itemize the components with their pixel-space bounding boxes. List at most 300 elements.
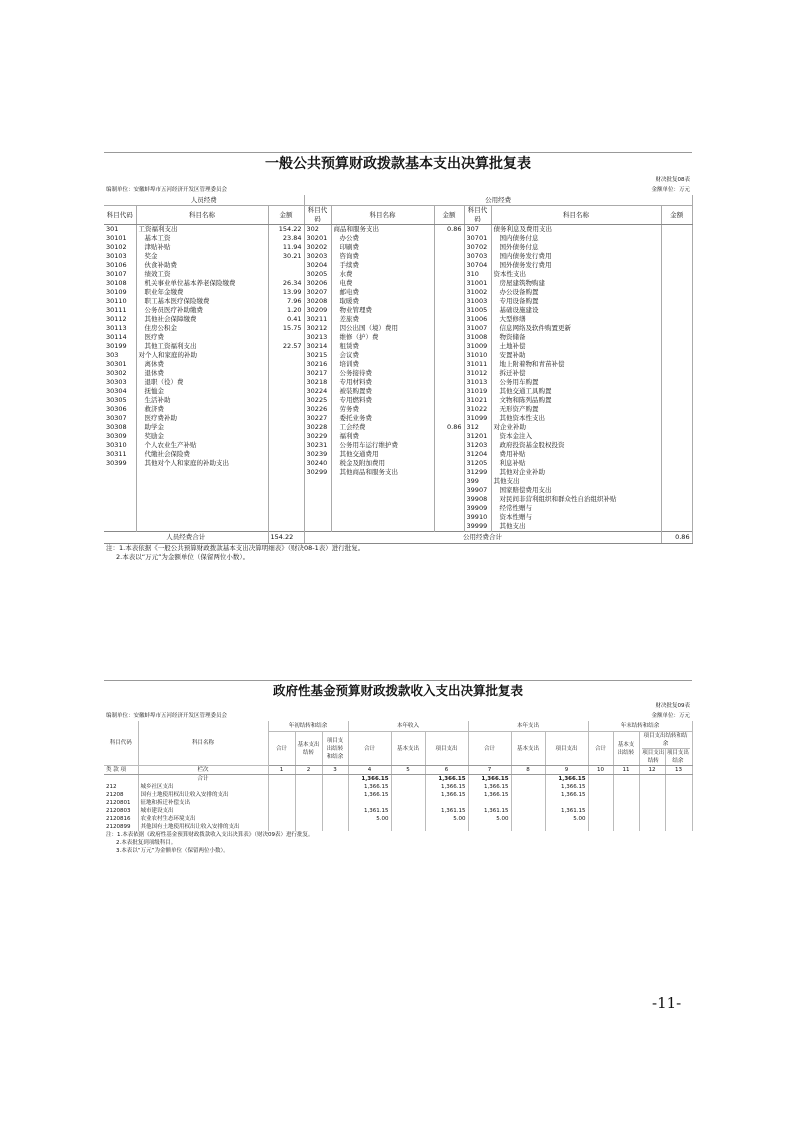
table1-cell-name: 公务用车购置 — [491, 378, 661, 387]
table1-cell-amount — [434, 288, 464, 297]
table1-cell-name: 资本性赠与 — [491, 513, 661, 522]
table2-row-value — [268, 799, 295, 807]
table1-cell-amount — [268, 360, 304, 369]
table1-cell-amount: 0.86 — [434, 423, 464, 432]
table1-header-row — [104, 206, 692, 225]
table1-cell-name — [136, 513, 268, 522]
table1-cell-name — [331, 477, 434, 486]
table1-cell-name: 其他交通费用 — [331, 450, 434, 459]
table1-cell-code: 31007 — [464, 324, 491, 333]
table2-row-value — [639, 783, 665, 791]
basic-expenditure-table — [104, 152, 692, 562]
public-total: 0.86 — [661, 532, 692, 544]
group-closing: 年末结转和结余 — [588, 721, 692, 732]
table1-cell-amount — [661, 333, 692, 342]
table1-cell-code: 31001 — [464, 279, 491, 288]
table1-cell-name: 经常性赠与 — [491, 504, 661, 513]
fund-budget-table — [104, 680, 692, 855]
table2-row-name: 城市建设支出 — [138, 807, 268, 815]
table2-total-value: 1,366.15 — [348, 775, 391, 784]
table2-row-value: 5.00 — [425, 815, 468, 823]
table1-cell-name: 抚恤金 — [136, 387, 268, 396]
table1-cell-amount — [434, 306, 464, 315]
table1-cell-code: 31012 — [464, 369, 491, 378]
table1-cell-code: 303 — [104, 351, 136, 360]
table1-cell-code: 30208 — [304, 297, 331, 306]
table2-row-value — [639, 815, 665, 823]
table1-cell-code: 31299 — [464, 468, 491, 477]
table1-cell-name: 被装购置费 — [331, 387, 434, 396]
table1-cell-amount — [434, 468, 464, 477]
table1-cell-code: 30111 — [104, 306, 136, 315]
table2-row-value — [665, 823, 692, 831]
table2-row-value — [665, 815, 692, 823]
table1-cell-code: 30239 — [304, 450, 331, 459]
table1-row — [104, 342, 692, 351]
table1-cell-amount — [434, 351, 464, 360]
table1-cell-amount — [268, 513, 304, 522]
group-opening: 年初结转和结余 — [268, 721, 348, 732]
table1-cell-code — [304, 486, 331, 495]
idx-cell: 1 — [268, 766, 295, 775]
table2-row-name: 城乡社区支出 — [138, 783, 268, 791]
table1-cell-code: 30311 — [104, 450, 136, 459]
table2-row-value — [511, 807, 545, 815]
sub-project-surplus: 项目支出结余 — [666, 750, 689, 764]
table1-cell-name: 无形资产购置 — [491, 405, 661, 414]
table2-row-value — [322, 799, 348, 807]
table1-row — [104, 288, 692, 297]
table1-cell-code: 307 — [464, 225, 491, 235]
table1-cell-code: 30218 — [304, 378, 331, 387]
table1-cell-amount: 7.96 — [268, 297, 304, 306]
table1-cell-code — [104, 495, 136, 504]
table1-cell-code: 30228 — [304, 423, 331, 432]
table1-row — [104, 261, 692, 270]
table2-row-value — [425, 823, 468, 831]
table2-row-value — [639, 823, 665, 831]
table1-cell-code: 30310 — [104, 441, 136, 450]
table1-cell-amount — [434, 405, 464, 414]
table2-row — [104, 791, 692, 799]
table1-cell-code: 30201 — [304, 234, 331, 243]
idx-cell: 8 — [511, 766, 545, 775]
table1-cell-amount: 15.75 — [268, 324, 304, 333]
table1-cell-amount: 26.34 — [268, 279, 304, 288]
table1-cell-code — [304, 513, 331, 522]
table1-row — [104, 387, 692, 396]
table1-cell-amount — [661, 234, 692, 243]
table1-cell-name — [136, 495, 268, 504]
table1-cell-code: 39907 — [464, 486, 491, 495]
table1-row — [104, 351, 692, 360]
table1-cell-name: 利息补贴 — [491, 459, 661, 468]
table1-cell-code: 31006 — [464, 315, 491, 324]
table1-cell-code: 31022 — [464, 405, 491, 414]
table1-row — [104, 405, 692, 414]
table1-cell-code: 30304 — [104, 387, 136, 396]
table1-cell-code — [304, 495, 331, 504]
table1-cell-name: 其他支出 — [491, 477, 661, 486]
table1-cell-name: 其他工资福利支出 — [136, 342, 268, 351]
table2-row-value — [588, 791, 613, 799]
table1-cell-name: 费用补贴 — [491, 450, 661, 459]
table1-cell-code: 30205 — [304, 270, 331, 279]
table1-cell-code — [304, 477, 331, 486]
table1-cell-code: 31099 — [464, 414, 491, 423]
table1-cell-amount — [268, 441, 304, 450]
table1-cell-name: 其他对企业补助 — [491, 468, 661, 477]
table1-cell-name: 办公费 — [331, 234, 434, 243]
table1-cell-name: 委托业务费 — [331, 414, 434, 423]
table1-cell-amount — [268, 468, 304, 477]
table2-row-code: 21208 — [104, 791, 138, 799]
table2-row-code: 2120899 — [104, 823, 138, 831]
table1-cell-name: 福利费 — [331, 432, 434, 441]
sub-project-carry: 项目支出结转和结余 — [322, 732, 348, 766]
table1-cell-name: 地上附着物和青苗补偿 — [491, 360, 661, 369]
table1-cell-name: 救济费 — [136, 405, 268, 414]
table1-cell-name: 其他交通工具购置 — [491, 387, 661, 396]
sub-basic-exp: 基本支出 — [391, 732, 425, 766]
table1-cell-name: 印刷费 — [331, 243, 434, 252]
table1-cell-code — [104, 522, 136, 532]
table1-cell-amount: 0.41 — [268, 315, 304, 324]
idx-cell: 12 — [639, 766, 665, 775]
table2-row-value: 1,361.15 — [545, 807, 588, 815]
table2-row-value — [348, 823, 391, 831]
table2-row-value — [425, 799, 468, 807]
table2-grid — [104, 721, 693, 831]
table1-cell-name: 物业管理费 — [331, 306, 434, 315]
table1-cell-amount — [661, 522, 692, 532]
table1-cell-code: 31002 — [464, 288, 491, 297]
table1-cell-amount — [434, 234, 464, 243]
table1-cell-name — [331, 522, 434, 532]
table1-form-code-row — [104, 175, 692, 185]
table1-cell-code: 30204 — [304, 261, 331, 270]
table1-cell-name: 信息网络及软件购置更新 — [491, 324, 661, 333]
table1-cell-name: 商品和服务支出 — [331, 225, 434, 235]
table2-row-value — [588, 815, 613, 823]
table1-cell-name: 资本性支出 — [491, 270, 661, 279]
table1-cell-code: 30307 — [104, 414, 136, 423]
table1-cell-amount — [661, 450, 692, 459]
table1-cell-code: 30103 — [104, 252, 136, 261]
table1-cell-name: 退职（役）费 — [136, 378, 268, 387]
table1-cell-code — [104, 504, 136, 513]
page-number: -11- — [652, 994, 682, 1012]
table1-cell-name — [136, 504, 268, 513]
table2-row — [104, 815, 692, 823]
table1-cell-name — [136, 522, 268, 532]
table1-cell-code: 30305 — [104, 396, 136, 405]
table2-row-value: 5.00 — [468, 815, 511, 823]
table1-cell-code: 31003 — [464, 297, 491, 306]
table1-row — [104, 324, 692, 333]
table1-cell-name: 基础设施建设 — [491, 306, 661, 315]
table1-row — [104, 414, 692, 423]
table1-cell-name: 电费 — [331, 279, 434, 288]
table1-cell-amount — [434, 261, 464, 270]
table1-cell-amount — [268, 486, 304, 495]
table1-cell-amount — [661, 279, 692, 288]
table2-org-row — [104, 711, 692, 721]
table1-cell-amount — [661, 360, 692, 369]
table1-cell-code: 30704 — [464, 261, 491, 270]
table1-cell-amount — [434, 378, 464, 387]
table2-row-value — [665, 807, 692, 815]
section-public: 公用经费 — [304, 195, 692, 206]
table1-cell-amount — [661, 441, 692, 450]
table1-cell-name: 差旅费 — [331, 315, 434, 324]
table1-row — [104, 423, 692, 432]
table1-cell-name — [331, 504, 434, 513]
table1-cell-code: 30306 — [104, 405, 136, 414]
table1-cell-name: 土地补偿 — [491, 342, 661, 351]
table1-cell-amount — [434, 243, 464, 252]
table1-total-row — [104, 532, 692, 544]
table2-row-value — [468, 823, 511, 831]
col-amount: 金额 — [268, 206, 304, 225]
table2-total-value — [268, 775, 295, 784]
idx-cell: 3 — [322, 766, 348, 775]
closing-sub-label: 项目支出结转和结余 — [643, 733, 688, 747]
table1-cell-code: 31203 — [464, 441, 491, 450]
table1-cell-amount — [661, 369, 692, 378]
idx-cell: 4 — [348, 766, 391, 775]
table1-cell-amount — [661, 504, 692, 513]
table2-row-code: 212 — [104, 783, 138, 791]
table1-cell-code: 302 — [304, 225, 331, 235]
table2-row-value: 1,366.15 — [468, 783, 511, 791]
table2-total-value: 1,366.15 — [425, 775, 468, 784]
table1-cell-amount: 1.20 — [268, 306, 304, 315]
table1-row — [104, 396, 692, 405]
sub-total: 合计 — [588, 732, 613, 766]
table2-row — [104, 807, 692, 815]
table2-row — [104, 783, 692, 791]
sub-closing-group — [639, 732, 692, 766]
table2-note-3: 3.本表以“万元”为金额单位（保留两位小数）。 — [116, 848, 229, 854]
table2-row-value — [468, 799, 511, 807]
table1-cell-amount — [661, 423, 692, 432]
sub-basic-exp: 基本支出 — [511, 732, 545, 766]
table1-cell-amount — [661, 252, 692, 261]
table2-row-value — [295, 783, 322, 791]
table1-cell-amount — [434, 486, 464, 495]
table1-cell-amount — [434, 432, 464, 441]
table1-cell-code — [304, 522, 331, 532]
table1-cell-code: 31205 — [464, 459, 491, 468]
table1-cell-amount — [268, 522, 304, 532]
table1-cell-name — [331, 513, 434, 522]
table1-cell-code: 30106 — [104, 261, 136, 270]
table1-cell-amount — [268, 351, 304, 360]
table2-row-value: 5.00 — [545, 815, 588, 823]
table2-row-value — [511, 823, 545, 831]
table1-cell-amount — [434, 504, 464, 513]
idx-cell: 13 — [665, 766, 692, 775]
table1-cell-code: 30309 — [104, 432, 136, 441]
table1-cell-name: 职工基本医疗保险缴费 — [136, 297, 268, 306]
public-total-label: 公用经费合计 — [304, 532, 661, 544]
table1-row — [104, 234, 692, 243]
table1-row — [104, 522, 692, 532]
table1-cell-code: 31201 — [464, 432, 491, 441]
col-code: 科目代码 — [104, 206, 136, 225]
table2-row-value — [613, 815, 639, 823]
table1-cell-amount — [661, 459, 692, 468]
table1-cell-code — [304, 504, 331, 513]
table2-row-value — [348, 799, 391, 807]
table1-cell-amount: 22.57 — [268, 342, 304, 351]
table1-cell-code: 310 — [464, 270, 491, 279]
table1-cell-amount — [268, 504, 304, 513]
table1-cell-amount — [661, 342, 692, 351]
personnel-total: 154.22 — [268, 532, 304, 544]
table2-total-row — [104, 775, 692, 784]
col-name: 科目名称 — [331, 206, 434, 225]
table1-cell-code: 30109 — [104, 288, 136, 297]
table1-cell-amount — [434, 252, 464, 261]
table1-cell-amount — [268, 450, 304, 459]
table1-cell-amount — [434, 387, 464, 396]
table1-cell-code: 31021 — [464, 396, 491, 405]
table1-cell-amount: 23.84 — [268, 234, 304, 243]
sub-total: 合计 — [268, 732, 295, 766]
table1-cell-amount — [434, 477, 464, 486]
table1-cell-name: 津贴补贴 — [136, 243, 268, 252]
table1-cell-code: 30399 — [104, 459, 136, 468]
table1-cell-code: 30240 — [304, 459, 331, 468]
table1-cell-name: 基本工资 — [136, 234, 268, 243]
table1-row — [104, 477, 692, 486]
table1-cell-code: 30703 — [464, 252, 491, 261]
table2-row — [104, 823, 692, 831]
table1-cell-name: 国外债务付息 — [491, 243, 661, 252]
table2-row-value: 1,366.15 — [348, 791, 391, 799]
idx-label: 栏次 — [138, 766, 268, 775]
table2-row-value — [545, 799, 588, 807]
table1-cell-name: 国内债务发行费用 — [491, 252, 661, 261]
table1-cell-code: 31019 — [464, 387, 491, 396]
table1-row — [104, 360, 692, 369]
table2-note-2: 2.本表批复到项级科目。 — [116, 840, 177, 846]
table2-row-value — [511, 791, 545, 799]
table2-row-value — [391, 807, 425, 815]
table1-cell-name: 住房公积金 — [136, 324, 268, 333]
table1-cell-name: 其他社会保障缴费 — [136, 315, 268, 324]
table1-org: 编制单位：安徽蚌埠市五河经济开发区管理委员会 — [106, 187, 228, 193]
table1-cell-amount — [434, 315, 464, 324]
table2-form-code: 财决批复09表 — [655, 703, 690, 709]
table1-cell-amount — [434, 333, 464, 342]
table1-cell-name: 专用设备购置 — [491, 297, 661, 306]
table1-cell-name: 维修（护）费 — [331, 333, 434, 342]
sub-project-carry2: 项目支出结转 — [642, 750, 665, 764]
sub-total: 合计 — [348, 732, 391, 766]
table1-row — [104, 279, 692, 288]
table1-cell-code: 31013 — [464, 378, 491, 387]
table1-cell-name: 对企业补助 — [491, 423, 661, 432]
table1-row — [104, 486, 692, 495]
table2-total-value — [639, 775, 665, 784]
table1-cell-code: 30114 — [104, 333, 136, 342]
table1-cell-name: 奖励金 — [136, 432, 268, 441]
group-income: 本年收入 — [348, 721, 468, 732]
table1-cell-amount — [434, 396, 464, 405]
table1-cell-amount — [661, 468, 692, 477]
table2-row-value — [511, 799, 545, 807]
table1-cell-amount: 11.94 — [268, 243, 304, 252]
table2-row-value — [613, 807, 639, 815]
table2-row-name: 农业农村生态环境支出 — [138, 815, 268, 823]
table1-cell-name: 退休费 — [136, 369, 268, 378]
table1-cell-amount — [661, 414, 692, 423]
table1-cell-amount — [661, 351, 692, 360]
table1-cell-code — [104, 477, 136, 486]
table1-cell-amount — [434, 441, 464, 450]
table1-cell-name: 其他支出 — [491, 522, 661, 532]
table1-cell-amount — [268, 333, 304, 342]
table1-cell-name: 水费 — [331, 270, 434, 279]
table1-cell-name: 医疗费 — [136, 333, 268, 342]
table1-cell-code: 301 — [104, 225, 136, 235]
table2-notes — [104, 831, 692, 855]
table1-cell-name: 对民间非营利组织和群众性自治组织补贴 — [491, 495, 661, 504]
table2-row-value: 1,361.15 — [425, 807, 468, 815]
table2-total-value — [391, 775, 425, 784]
col-name: 科目名称 — [491, 206, 661, 225]
table2-row-value — [295, 799, 322, 807]
table1-row — [104, 459, 692, 468]
sub-project-exp: 项目支出 — [425, 732, 468, 766]
table1-cell-code: 30225 — [304, 396, 331, 405]
table1-cell-code: 30203 — [304, 252, 331, 261]
table1-cell-code — [104, 513, 136, 522]
table1-cell-amount — [268, 369, 304, 378]
table1-cell-amount — [434, 414, 464, 423]
table1-cell-code: 30102 — [104, 243, 136, 252]
closing-sub-cells — [642, 749, 690, 765]
table1-cell-name: 取暖费 — [331, 297, 434, 306]
table1-cell-name: 助学金 — [136, 423, 268, 432]
table1-cell-code — [104, 486, 136, 495]
table1-cell-code: 30231 — [304, 441, 331, 450]
table1-row — [104, 270, 692, 279]
table1-cell-name: 公务用车运行维护费 — [331, 441, 434, 450]
table1-cell-amount — [268, 378, 304, 387]
table2-row-value — [295, 807, 322, 815]
table2-row-value — [511, 783, 545, 791]
table1-cell-amount — [434, 279, 464, 288]
table2-org: 编制单位：安徽蚌埠市五河经济开发区管理委员会 — [106, 713, 228, 719]
section-personnel: 人员经费 — [104, 195, 304, 206]
table1-cell-amount — [661, 315, 692, 324]
table2-row-value — [268, 791, 295, 799]
table1-cell-amount — [661, 306, 692, 315]
table1-cell-amount — [661, 405, 692, 414]
idx-cell: 6 — [425, 766, 468, 775]
table1-cell-amount — [268, 432, 304, 441]
table1-cell-amount — [661, 297, 692, 306]
table1-cell-name: 其他资本性支出 — [491, 414, 661, 423]
table2-form-code-row — [104, 701, 692, 711]
table1-cell-code: 39908 — [464, 495, 491, 504]
table2-row-value — [391, 791, 425, 799]
table1-row — [104, 315, 692, 324]
